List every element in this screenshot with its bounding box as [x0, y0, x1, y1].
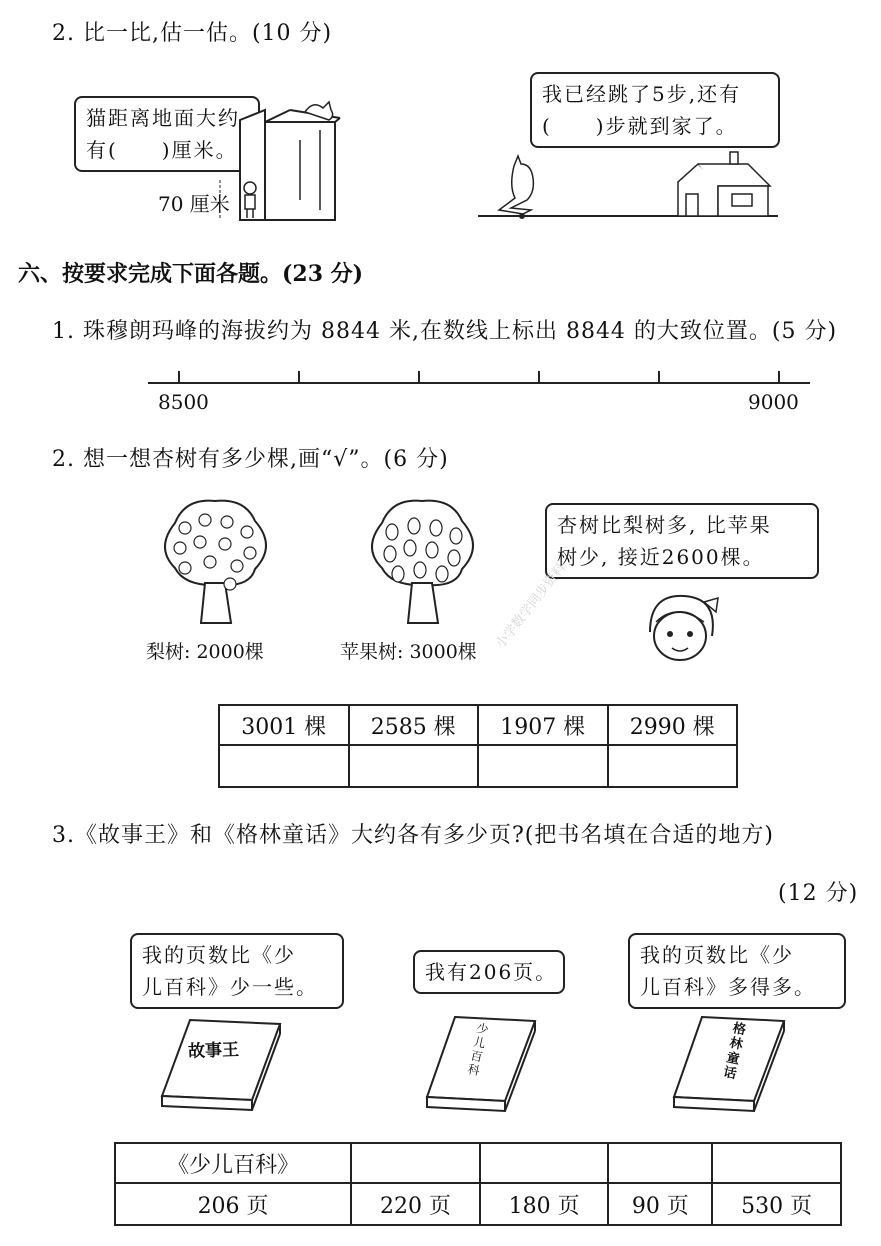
book3-cover-title: 格林童话 [721, 1020, 748, 1083]
bubble-line: 树少, 接近2600棵。 [557, 545, 765, 569]
number-line-tick [418, 371, 420, 383]
number-line [148, 382, 810, 384]
bubble-line: 杏树比梨树多, 比苹果 [557, 513, 772, 537]
apple-tree-illustration [362, 498, 482, 628]
option-cell: 1907 棵 [478, 705, 608, 745]
apple-tree-label: 苹果树: 3000棵 [340, 641, 477, 663]
bubble-line: 我的页数比《少 [640, 943, 794, 967]
number-line-tick [778, 371, 780, 383]
page-count-cell: 180 页 [480, 1183, 609, 1225]
book-name-cell: 《少儿百科》 [115, 1143, 351, 1183]
height-label: 70 厘米 [158, 192, 230, 216]
bubble-line: 我的页数比《少 [142, 943, 296, 967]
answer-cell[interactable] [608, 745, 738, 787]
watermark: 小学数学同步资料 [493, 560, 570, 652]
page-count-cell: 220 页 [351, 1183, 480, 1225]
answer-cell[interactable] [349, 745, 479, 787]
answer-cell[interactable] [478, 745, 608, 787]
bubble-line: 我有206页。 [425, 960, 558, 984]
question-title: 1. 珠穆朗玛峰的海拔约为 8844 米,在数线上标出 8844 的大致位置。(5 分) [52, 319, 838, 344]
score-label: (12 分) [778, 881, 859, 906]
option-cell: 2585 棵 [349, 705, 479, 745]
book2-cover-title: 少儿百科 [466, 1020, 490, 1079]
kangaroo-speech-bubble [530, 72, 780, 148]
kangaroo-house-illustration [478, 150, 778, 225]
section-title: 六、按要求完成下面各题。(23 分) [18, 261, 364, 287]
girl-speech-bubble [545, 503, 819, 579]
question-title: 2. 想一想杏树有多少棵,画“√”。(6 分) [52, 447, 449, 472]
page-count-cell: 206 页 [115, 1183, 351, 1225]
pages-table [114, 1142, 842, 1226]
book-name-cell[interactable] [608, 1143, 712, 1183]
book-name-cell[interactable] [712, 1143, 841, 1183]
bubble-line: 有( )厘米。 [86, 138, 238, 162]
bubble-line: 儿百科》少一些。 [142, 975, 318, 999]
number-line-end-label: 9000 [748, 390, 799, 414]
fridge-cat-illustration [230, 100, 360, 225]
pear-tree-label: 梨树: 2000棵 [146, 641, 264, 663]
book1-illustration [160, 1018, 285, 1113]
option-cell: 2990 棵 [608, 705, 738, 745]
number-line-tick [538, 371, 540, 383]
question-title: 2. 比一比,估一估。(10 分) [52, 21, 333, 46]
page-count-cell: 530 页 [712, 1183, 841, 1225]
number-line-tick [658, 371, 660, 383]
bubble-line: ( )步就到家了。 [542, 114, 738, 138]
bubble-line: 儿百科》多得多。 [640, 975, 816, 999]
page-count-cell: 90 页 [608, 1183, 712, 1225]
question-title: 3.《故事王》和《格林童话》大约各有多少页?(把书名填在合适的地方) [52, 823, 774, 848]
book3-speech-bubble [628, 933, 846, 1009]
book-name-cell[interactable] [480, 1143, 609, 1183]
bubble-line: 猫距离地面大约 [86, 106, 240, 130]
bubble-line: 我已经跳了5步,还有 [542, 82, 742, 106]
answer-cell[interactable] [219, 745, 349, 787]
number-line-tick [298, 371, 300, 383]
answer-table [218, 704, 738, 788]
girl-illustration [640, 592, 720, 672]
option-cell: 3001 棵 [219, 705, 349, 745]
number-line-start-label: 8500 [158, 390, 209, 414]
number-line-tick [178, 371, 180, 383]
book2-speech-bubble [413, 950, 565, 994]
book-name-cell[interactable] [351, 1143, 480, 1183]
book1-cover-title: 故事王 [187, 1040, 240, 1062]
book1-speech-bubble [130, 933, 344, 1009]
pear-tree-illustration [155, 498, 275, 628]
